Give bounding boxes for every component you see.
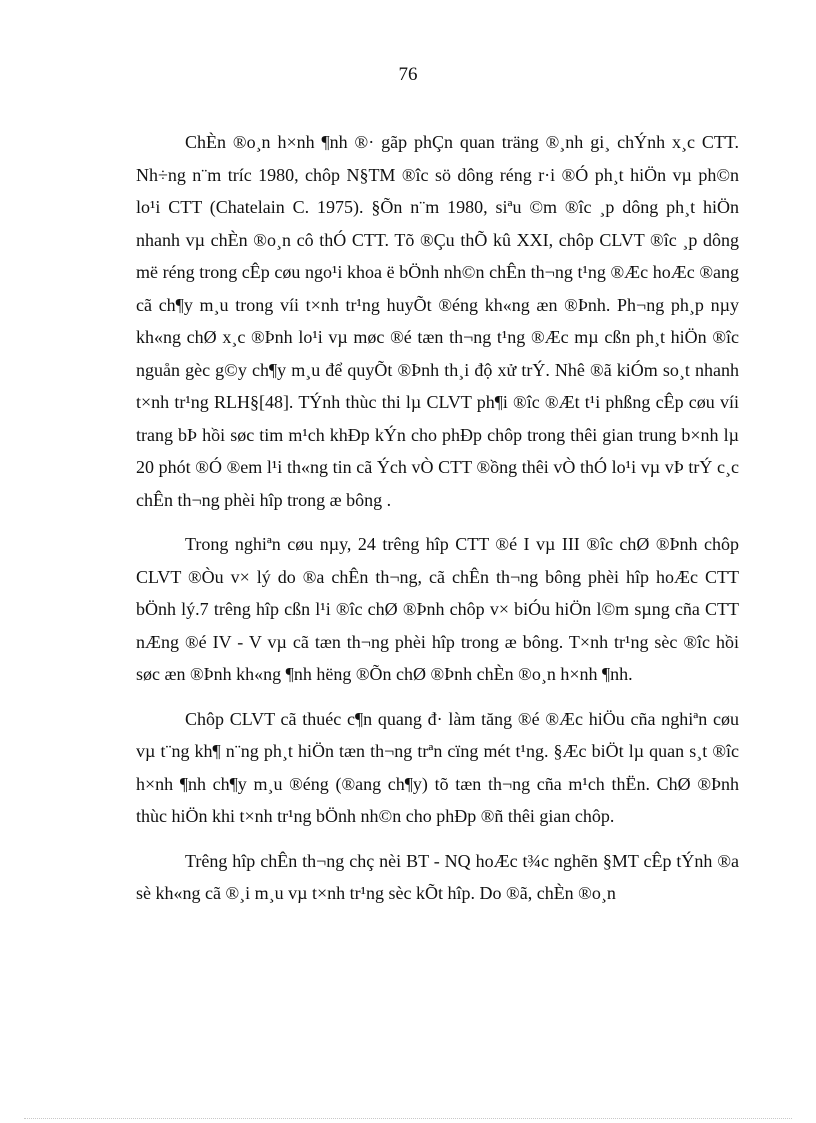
body-text (136, 126, 739, 922)
paragraph: ChÈn ®o¸n h×nh ¶nh ®· gãp phÇn quan träng ®¸nh gi¸ chÝnh x¸c CTT. Nh÷ng n¨m tríc 1980, chôp N§TM ®îc sö dông réng r·i ®Ó ph¸t hiÖn vµ ph©n lo¹i CTT (Chatelain C. 1975). §Õn n¨m 1980, siªu ©m ®îc ¸p dông ph¸t hiÖn nhanh vµ chÈn ®o¸n cô thÓ CTT. Tõ ®Çu thÕ kû XXI, chôp CLVT ®îc ¸p dông më réng trong cÊp cøu ngo¹i khoa ë bÖnh nh©n chÊn th¬ng t¹ng ®Æc hoÆc ®ang cã ch¶y m¸u trong víi t×nh tr¹ng huyÕt ®éng kh«ng æn ®Þnh. Ph¬ng ph¸p nµy kh«ng chØ x¸c ®Þnh lo¹i vµ møc ®é tæn th¬ng t¹ng ®Æc mµ cßn ph¸t hiÖn ®îc nguån gèc g©y ch¶y m¸u để quyÕt ®Þnh th¸i độ xử trÝ. Nhê ®ã kiÓm so¸t nhanh t×nh tr¹ng RLH§[48]. TÝnh thùc thi lµ CLVT ph¶i ®îc ®Æt t¹i phßng cÊp cøu víi trang bÞ hồi søc tim m¹ch khÐp kÝn cho phÐp chôp trong thêi gian trung b×nh lµ 20 phót ®Ó ®em l¹i th«ng tin cã Ých vÒ CTT ®ồng thêi vÒ thÓ lo¹i vµ vÞ trÝ c¸c chÊn th¬ng phèi hîp trong æ bông . (136, 132, 739, 510)
paragraph: Chôp CLVT cã thuéc c¶n quang đ· làm tăng ®é ®Æc hiÖu cña nghiªn cøu vµ t¨ng kh¶ n¨ng ph¸t hiÖn tæn th¬ng trªn cïng mét t¹ng. §Æc biÖt lµ quan s¸t ®îc h×nh ¶nh ch¶y m¸u ®éng (®ang ch¶y) tõ tæn th¬ng cña m¹ch thËn. ChØ ®Þnh thùc hiÖn khi t×nh tr¹ng bÖnh nh©n cho phÐp ®ñ thêi gian chôp. (136, 708, 739, 826)
page-number: 76 (398, 64, 418, 85)
paragraph: Trong nghiªn cøu nµy, 24 trêng hîp CTT ®é I vµ III ®îc chØ ®Þnh chôp CLVT ®Òu v× lý do ®a chÊn th¬ng, cã chÊn th¬ng bông phèi hîp hoÆc CTT bÖnh lý.7 trêng hîp cßn l¹i ®îc chØ ®Þnh chôp v× biÓu hiÖn l©m sµng cña CTT nÆng ®é IV - V vµ cã tæn th¬ng phèi hîp trong æ bông. T×nh tr¹ng sèc ®îc hồi søc æn ®Þnh kh«ng ¶nh hëng ®Õn chØ ®Þnh chÈn ®o¸n h×nh ¶nh. (136, 534, 739, 684)
page-bottom-divider (24, 1118, 792, 1119)
paragraph: Trêng hîp chÊn th¬ng chç nèi BT - NQ hoÆc t¾c nghẽn §MT cÊp tÝnh ®a sè kh«ng cã ®¸i m¸u vµ t×nh tr¹ng sèc kÕt hîp. Do ®ã, chÈn ®o¸n (136, 850, 739, 903)
